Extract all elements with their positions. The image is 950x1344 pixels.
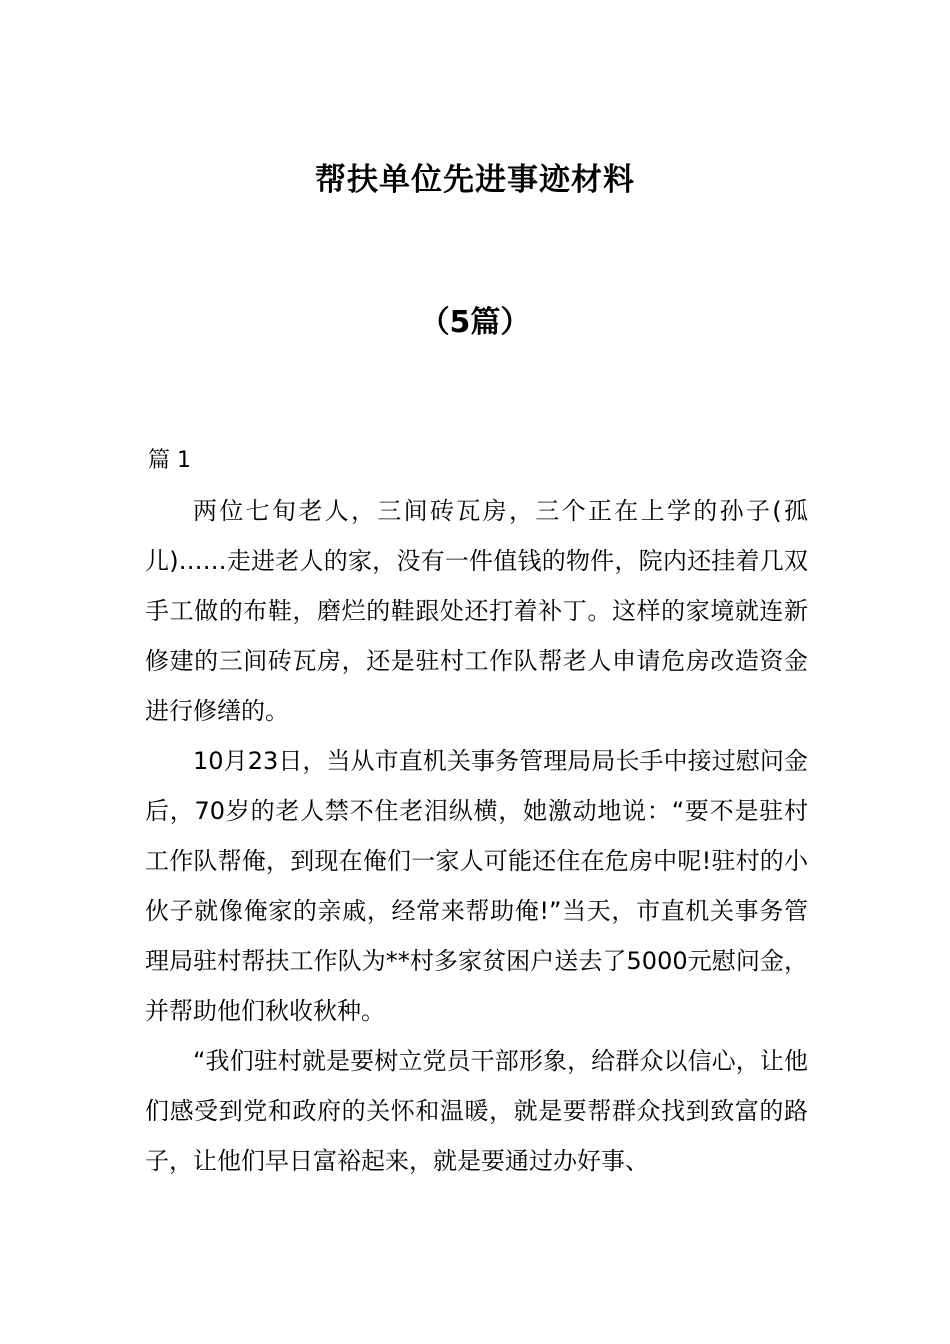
document-subtitle: （5篇）	[419, 305, 531, 340]
paragraph-3: “我们驻村就是要树立党员干部形象，给群众以信心，让他们感受到党和政府的关怀和温暖，就是要帮群众找到致富的路子，让他们早日富裕起来，就是要通过办好事、	[145, 1047, 808, 1175]
paragraph-1: 两位七旬老人，三间砖瓦房，三个正在上学的孙子(孤儿)……走进老人的家，没有一件值钱的物件，院内还挂着几双手工做的布鞋，磨烂的鞋跟处还打着补丁。这样的家境就连新修建的三间砖瓦房，还是驻村工作队帮老人申请危房改造资金进行修缮的。	[145, 497, 808, 725]
section-label: 篇 1	[148, 448, 191, 473]
paragraph-2: 10月23日，当从市直机关事务管理局局长手中接过慰问金后，70岁的老人禁不住老泪纵横，她激动地说：“要不是驻村工作队帮俺，到现在俺们一家人可能还住在危房中呢!驻村的小伙子就像俺家的亲戚，经常来帮助俺!”当天，市直机关事务管理局驻村帮扶工作队为**村多家贫困户送去了5000元慰问金，并帮助他们秋收秋种。	[145, 747, 808, 1025]
document-body	[145, 486, 808, 1186]
document-title: 帮扶单位先进事迹材料	[315, 162, 635, 198]
